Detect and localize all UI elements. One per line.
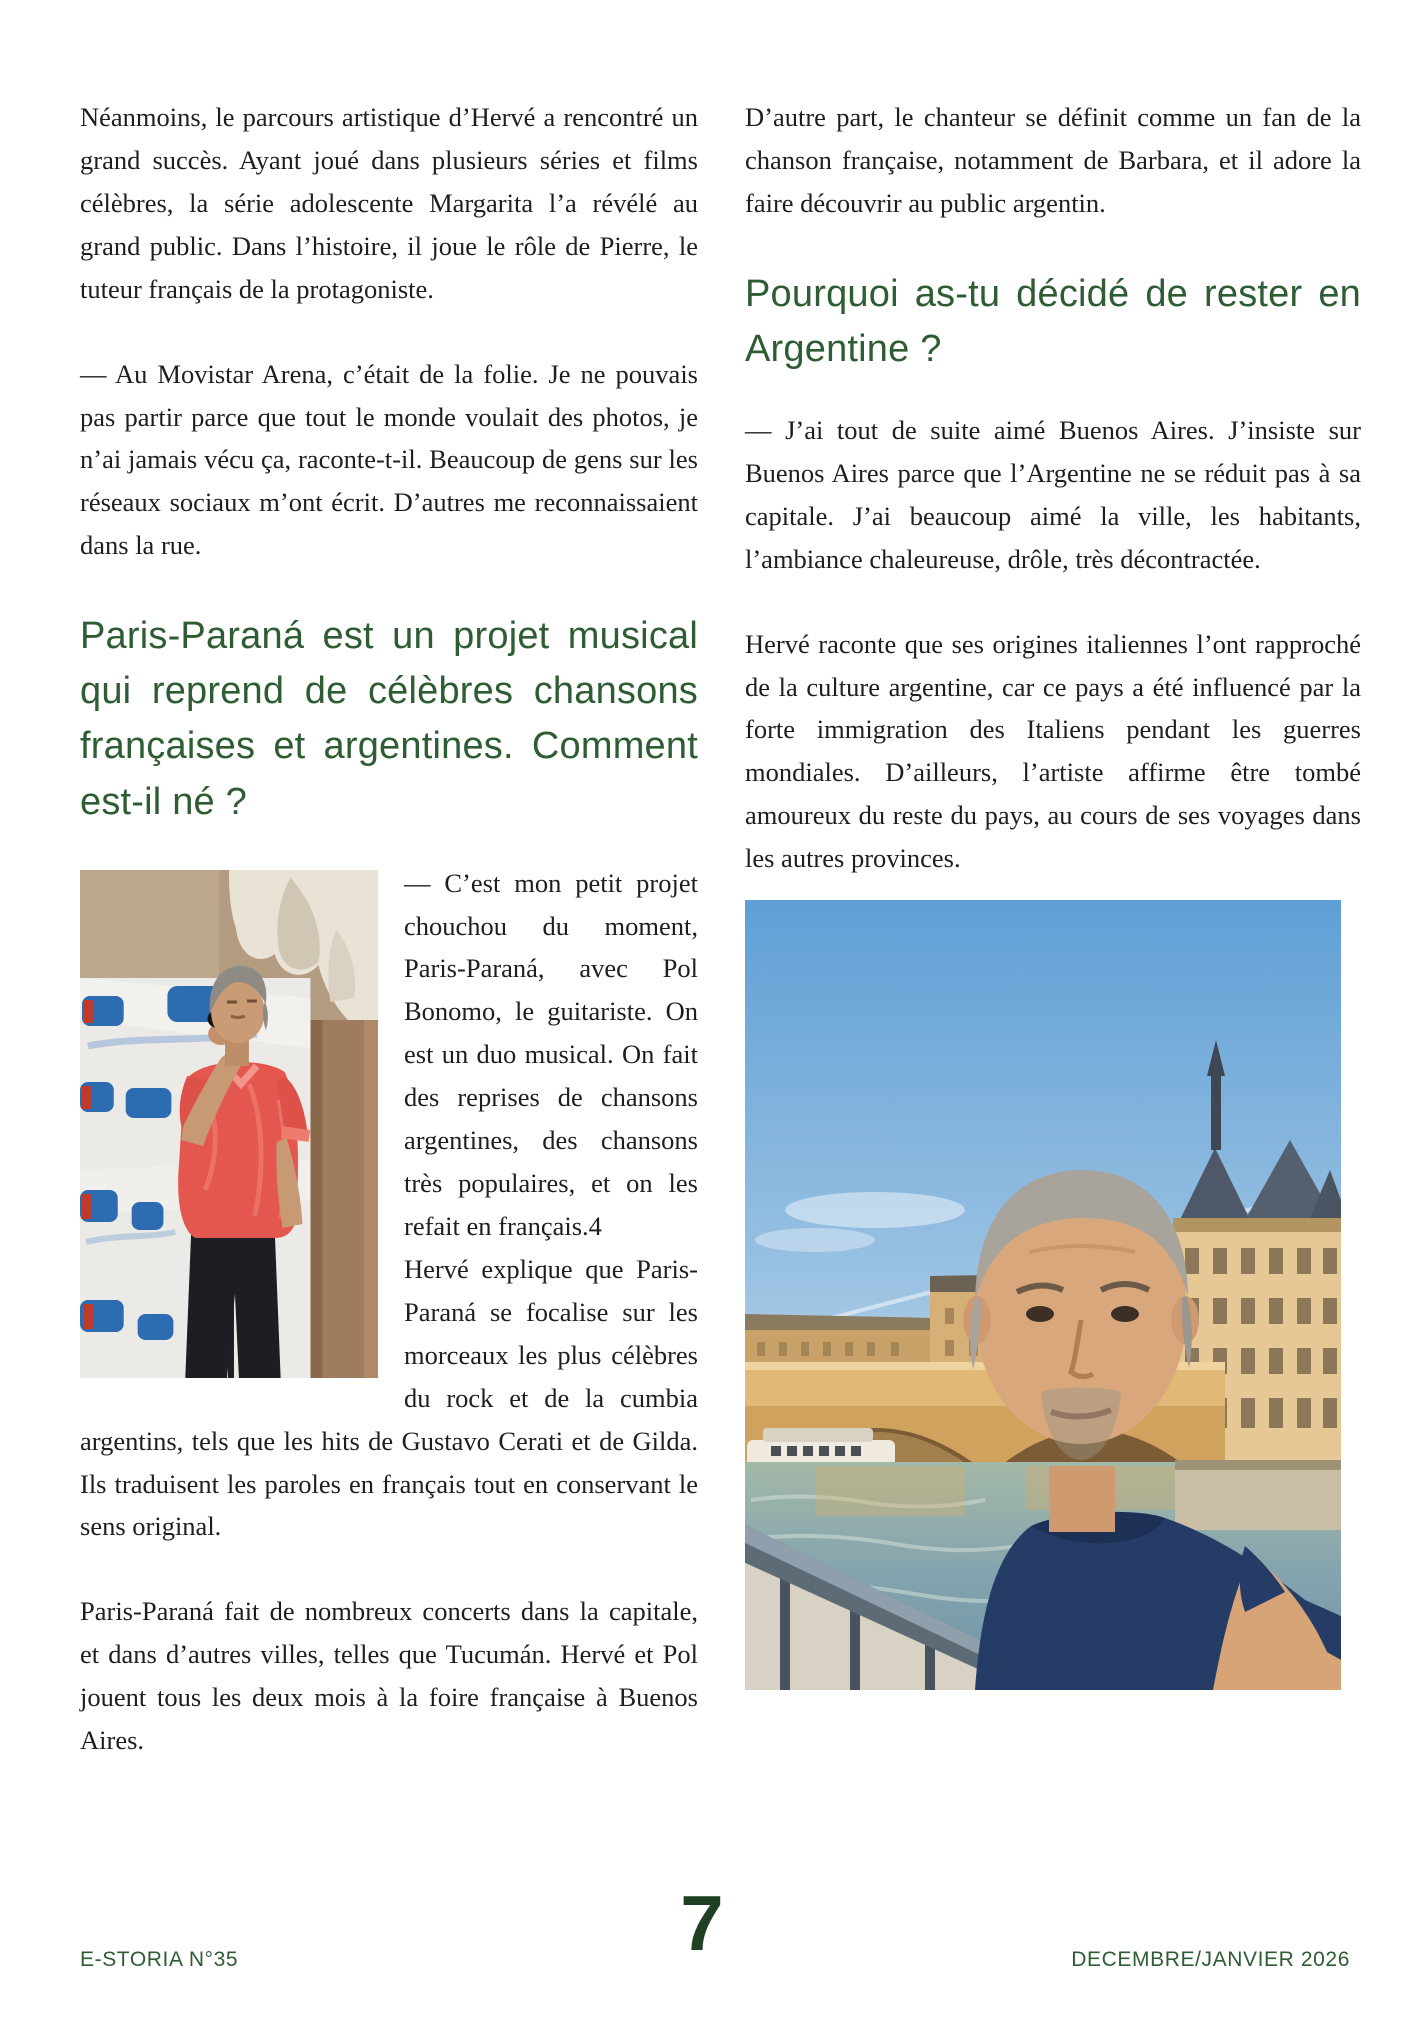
page-number: 7 [680,1879,724,1967]
footer-issue: E-STORIA N°35 [80,1948,239,1971]
article-left-column [80,96,698,1804]
paragraph-project-explanation: Hervé explique que Paris-Paraná se focalise sur les morceaux les plus célèbres du rock et de la cumbia argentins, tels que les hits de Gustavo Cerati et de Gilda. Ils traduisent les paroles en français tout en conservant le sens original. [80,1253,698,1542]
paragraph-chanson-francaise: D’autre part, le chanteur se définit comme un fan de la chanson française, notamment de Barbara, et il adore la faire découvrir au public argentin. [745,102,1361,218]
paragraph-movistar-quote: — Au Movistar Arena, c’était de la folie. Je ne pouvais pas partir parce que tout le monde voulait des photos, je n’ai jamais vécu ça, raconte-t-il. Beaucoup de gens sur les réseaux sociaux m’ont écrit. D’autres me reconnaissaient dans la rue. [80,358,698,561]
paragraph-buenos-aires-quote: — J’ai tout de suite aimé Buenos Aires. J’insiste sur Buenos Aires parce que l’Argentine ne se réduit pas à sa capitale. J’ai beaucoup aimé la ville, les habitants, l’ambiance chaleureuse, drôle, très décontractée. [745,414,1361,574]
paragraph-project-quote: — C’est mon petit projet chouchou du moment, Paris-Paraná, avec Pol Bonomo, le guitariste. On est un duo musical. On fait des reprises de chansons argentines, des chansons très populaires, et on les refait en français.4 [404,867,698,1241]
selfie-photo-illustration [745,900,1341,1690]
question-heading-argentine: Pourquoi as-tu décidé de rester en Argentine ? [745,272,1361,370]
paragraph-concerts: Paris-Paraná fait de nombreux concerts dans la capitale, et dans d’autres villes, telles que Tucumán. Hervé et Pol jouent tous les deux mois à la foire française à Buenos Aires. [80,1596,698,1756]
concert-photo [80,870,378,1378]
article-right-column [745,96,1361,1690]
concert-photo-illustration [80,870,378,1378]
paragraph-intro: Néanmoins, le parcours artistique d’Hervé a rencontré un grand succès. Ayant joué dans plusieurs séries et films célèbres, la série adolescente Margarita l’a révélé au grand public. Dans l’histoire, il joue le rôle de Pierre, le tuteur français de la protagoniste. [80,102,698,304]
footer-date: DECEMBRE/JANVIER 2026 [1071,1948,1350,1971]
question-heading-paris-parana: Paris-Paraná est un projet musical qui reprend de célèbres chansons françaises et argentines. Comment est-il né ? [80,615,698,823]
selfie-photo [745,900,1341,1690]
paragraph-origines-italiennes: Hervé raconte que ses origines italiennes l’ont rapproché de la culture argentine, car ce pays a été influencé par la forte immigration des Italiens pendant les guerres mondiales. D’ailleurs, l’artiste affirme être tombé amoureux du reste du pays, au cours de ses voyages dans les autres provinces. [745,628,1361,874]
